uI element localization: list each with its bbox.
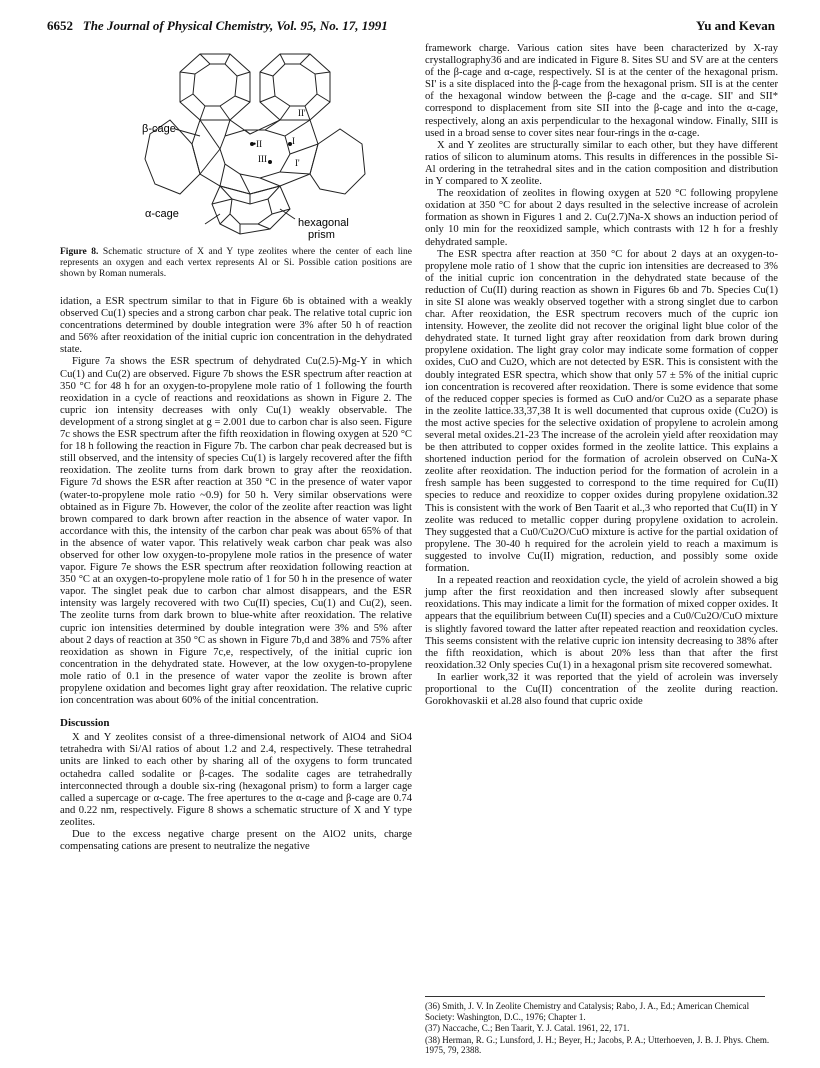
left-paragraph-1: idation, a ESR spectrum similar to that in Figure 6b is obtained with a weakly observed Cu(1) species and a strong carbon char peak. The relative total cupric ion concentrations determined by double integration were 3% after 50 h of reaction and 56% after reoxidation of the initial cupric ion concentration in the dehydrated state. xyxy=(60,296,412,356)
header-left xyxy=(47,18,388,34)
cage-right xyxy=(310,129,365,194)
site-iii-dot xyxy=(268,160,272,164)
figure-caption xyxy=(60,247,412,280)
right-paragraph-6: In earlier work,32 it was reported that the yield of acrolein was inversely proportional to the Cu(II) concentration of the zeolite during reaction. Gorokhovaskii et al.28 also found that cupric oxide xyxy=(425,671,778,708)
page-number: 6652 xyxy=(47,18,73,33)
left-column xyxy=(60,296,412,853)
footnote-rule xyxy=(425,996,765,997)
footnote-38: (38) Herman, R. G.; Lunsford, J. H.; Beyer, H.; Jacobs, P. A.; Utterhoeven, J. B. J. Phys. Chem. 1975, 79, 2388. xyxy=(425,1034,770,1055)
discussion-paragraph-2: Due to the excess negative charge present on the AlO2 units, charge compensating cations are present to neutralize the negative xyxy=(60,829,412,853)
footnote-37: (37) Naccache, C.; Ben Taarit, Y. J. Catal. 1961, 22, 171. xyxy=(425,1023,630,1033)
caption-text: Schematic structure of X and Y type zeolites where the center of each line represents an oxygen and each vertex represents Al or Si. Possible cation positions are shown by Roman numerals. xyxy=(60,247,412,279)
zeolite-structure-figure xyxy=(140,44,370,244)
journal-name: The Journal of Physical Chemistry, Vol. 95, No. 17, 1991 xyxy=(82,18,388,33)
footnote-36: (36) Smith, J. V. In Zeolite Chemistry and Catalysis; Rabo, J. A., Ed.; American Chemical Society: Washington, D.C., 1976; Chapter 1. xyxy=(425,1001,750,1022)
right-paragraph-1: framework charge. Various cation sites have been characterized by X-ray crystallography36 and are indicated in Figure 8. Sites SU and SV are at the centers of the β-cage and α-cage, respectively. SI is at the center of the hexagonal prism. SI' is a site displaced into the β-cage from the hexagonal prism. SII is at the center of the hexagonal window between the β-cage and the α-cage. SII' and SII* correspond to displacement from site SII into the β-cage and into the α-cage, respectively, along an axis perpendicular to the hexagonal window. Finally, SIII is used in a broad sense to cover sites near four-rings in the α-cage. xyxy=(425,43,778,139)
left-paragraph-2: Figure 7a shows the ESR spectrum of dehydrated Cu(2.5)-Mg-Y in which Cu(1) and Cu(2) are observed. Figure 7b shows the ESR spectrum after reaction at 350 °C for 48 h for an oxygen-to-propylene mole ratio of 1 following the fourth reoxidation in a cycle of reactions and reoxidations as shown in Figure 2. The cupric ion intensity decreases with only Cu(1) weakly observable. The development of a strong singlet at g = 2.001 due to carbon char is also seen. Figure 7c shows the ESR spectrum after the fifth reoxidation in flowing oxygen at 520 °C for 18 h following the reaction in Figure 7b. The carbon char peak decreased but is still observed, and the intensity of species Cu(1) is largely recovered after the fifth reoxidation. The zeolite turns from dark brown to gray after the reoxidation. Figure 7d shows the ESR after reaction at 350 °C in the presence of water vapor (water-to-propylene mole ratio ~0.9) for 50 h. Very similar observations were obtained as in Figure 7b. However, the color of the zeolite after reaction was light brown compared to dark brown after reaction in the absence of water vapor. In accordance with this, the intensity of the carbon char peak was about 65% of that in the absence of water vapor. This relatively weak carbon char peak was also observed for other low oxygen-to-propylene mole ratios in the presence of water vapor. Figure 7e shows the ESR spectrum after reoxidation following reaction at 350 °C at an oxygen-to-propylene mole ratio of 1 for 50 h in the presence of water vapor. The singlet peak due to carbon char almost disappears, and the ESR intensity was largely recovered with two Cu(II) species, Cu(1) and Cu(2), seen. The zeolite turns from dark brown to blue-white after reoxidation. The relative cupric ion intensities determined by double integration were 3% and 5% after about 2 days of reaction at 350 °C as shown in Figure 7b,d and 38% and 75% after reoxidation as shown in Figure 7c,e, respectively, of the initial cupric ion concentration in the dehydrated state. However, at the low oxygen-to-propylene mole ratio of 0.1 in the presence of water vapor the zeolite is brown after propylene oxidation and becomes light gray after reoxidation. The relative cupric ion concentration was about 60% of the initial concentration. xyxy=(60,356,412,707)
label-prism: prism xyxy=(308,229,335,241)
right-column xyxy=(425,43,778,708)
hexagonal-prism xyxy=(212,186,290,234)
site-iii-label: III xyxy=(258,154,267,164)
page-header xyxy=(47,18,775,38)
label-beta-cage: β-cage xyxy=(142,123,176,135)
site-ii-prime-label: II' xyxy=(298,108,306,118)
cage-center xyxy=(192,120,318,194)
site-i-label: I xyxy=(292,136,295,146)
right-paragraph-4: The ESR spectra after reaction at 350 °C for about 2 days at an oxygen-to-propylene mole ratio of 1 show that the cupric ion intensities are decreased to 3% of the initial cupric ion concentration in the dehydrated state because of the reduction of Cu(II) during reaction as shown in Figures 6b and 7b. Species Cu(1) in site SI alone was weakly observed together with a strong singlet due to carbon char. After reoxidation, the ESR spectrum recovers much of the cupric ion intensity. However, the zeolite did not recover the original light blue color of the dehydrated state. It turned light gray after reoxidation from dark brown during propylene oxidation. The light gray color may indicate some formation of copper oxides, CuO and Cu2O, which are not detected by ESR. This is consistent with the doubly integrated ESR spectra, which show that only 57 ± 5% of the initial cupric ion concentration is recovered after reoxidation. There is some evidence that some of the reduced copper species is formed as CuO and/or Cu2O as a separate phase in the zeolite lattice.33,37,38 It is well documented that cuprous oxide (Cu2O) is the most active species for the selective oxidation of propylene to acrolein among several metal oxides.21-23 The increase of the acrolein yield after reoxidation may be then attributed to copper oxides formed in the zeolite lattice. This explains a shortened induction period for the formation of acrolein observed on CuNa-X zeolite after reoxidation. The induction period for the formation of acrolein in a fresh sample has been suggested to correspond to the time required for Cu(II) species to reduce and reoxidize to copper oxides during propylene oxidation.32 This is consistent with the work of Ben Taarit et al.,3 who reported that Cu(II) in Y zeolite was reduced to metallic copper during propylene oxidation to acrolein. They suggested that a Cu0/Cu2O/CuO mixture is active for the partial oxidation of propylene. The 30-40 h required for the acrolein yield to reach a maximum is suggested to involve Cu(II) migration, reduction, and possibly some oxide formation. xyxy=(425,248,778,575)
discussion-paragraph-1: X and Y zeolites consist of a three-dimensional network of AlO4 and SiO4 tetrahedra with Si/Al ratios of about 1.2 and 2.4, respectively. These tetrahedral units are linked to each other by sharing all of the oxygens to form truncated octahedra called sodalite or β-cages. The sodalite cages are tetrahedrally interconnected through a double six-ring (hexagonal prism) to form a larger cage called a supercage or α-cage. The free apertures to the α-cage and β-cage are 0.74 and 0.22 nm, respectively. Figure 8 shows a schematic structure of X and Y type zeolites. xyxy=(60,732,412,828)
site-i-prime-label: I' xyxy=(295,158,300,168)
discussion-heading: Discussion xyxy=(60,717,110,730)
caption-number: Figure 8. xyxy=(60,247,99,257)
right-paragraph-3: The reoxidation of zeolites in flowing oxygen at 520 °C following propylene oxidation at 350 °C for about 2 days resulted in the selective increase of acrolein formation as shown in Figures 1 and 2. Cu(2.7)Na-X shows an induction period of only 10 min for the reoxidized sample, which contrasts with 12 h for a freshly dehydrated sample. xyxy=(425,188,778,248)
site-ii-label: •II xyxy=(253,139,263,149)
right-paragraph-5: In a repeated reaction and reoxidation cycle, the yield of acrolein showed a big jump after the first reoxidation and then increased slowly after subsequent reoxidations. This may indicate a limit for the formation of mixed copper oxides. It appears that the equilibrium between Cu(II) species and a Cu0/Cu2O/CuO mixture is slightly favored toward the latter after repeated reaction and reoxidation cycles. This seems consistent with the relative cupric ion intensity decreasing to 38% after the fifth reoxidation, which is about 20% less than that after the first reoxidation.32 Only species Cu(1) in a hexagonal prism site recovered somewhat. xyxy=(425,575,778,671)
header-authors: Yu and Kevan xyxy=(696,18,775,33)
footnotes xyxy=(425,996,778,1057)
label-hexagonal: hexagonal xyxy=(298,217,349,229)
right-paragraph-2: X and Y zeolites are structurally similar to each other, but they have different ratios of silicon to aluminum atoms. This results in differences in the possible Si-Al ordering in the tetrahedral sites and in the cation composition and distribution in Y compared to X zeolite. xyxy=(425,139,778,188)
zeolite-structure-diagram xyxy=(140,44,370,244)
label-alpha-cage: α-cage xyxy=(145,208,179,220)
